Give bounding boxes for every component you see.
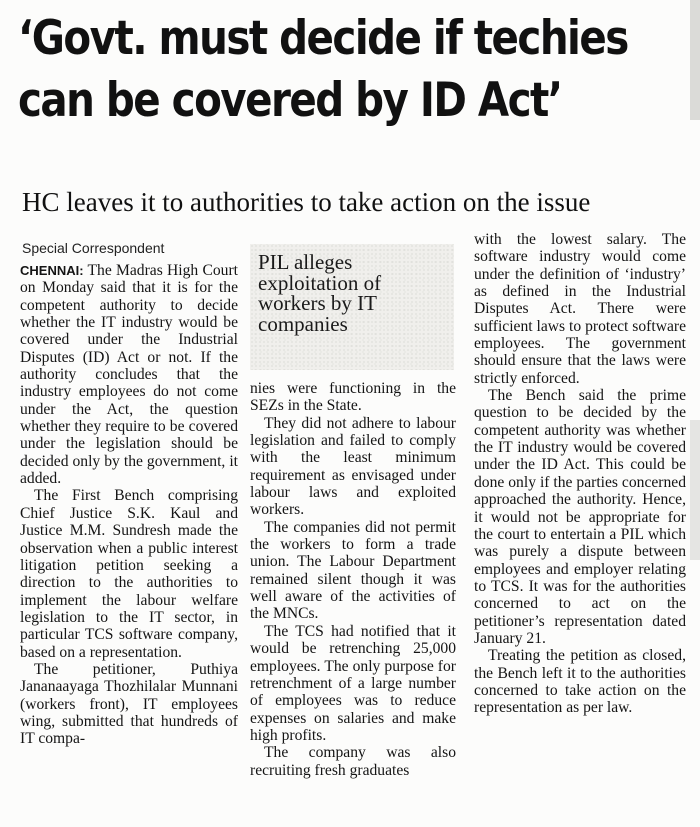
pull-quote-box [250, 244, 454, 370]
paragraph: They did not adhere to labour legislation and failed to comply with the least minimum requirement as envisaged under labour laws and exploited workers. [250, 414, 456, 519]
article-column-3 [474, 231, 686, 717]
paragraph: The petitioner, Puthiya Jananaayaga Thozhilalar Munnani (workers front), IT employees wing, submitted that hundreds of IT compa- [20, 660, 238, 748]
paragraph: The Bench said the prime question to be decided by the competent authority was whether the IT industry would be covered under the ID Act. This could be done only if the parties concerned approached the authority. Hence, it would not be appropriate for the court to entertain a PIL which was purely a dispute between employees and employer relating to TCS. It was for the authorities concerned to act on the petitioner’s representation dated January 21. [474, 387, 686, 647]
paragraph: The companies did not permit the workers to form a trade union. The Labour Department remained silent though it was well aware of the activities of the MNCs. [250, 518, 456, 623]
paragraph-text: The Madras High Court on Monday said that it is for the competent authority to decide whether the IT industry would be covered under the Industrial Disputes (ID) Act or not. If the authority concludes that the industry employees do not come under the Act, the question whether they require to be covered under the legislation should be decided only by the government, it added. [20, 262, 238, 488]
article-column-1 [20, 262, 238, 748]
paragraph: nies were functioning in the SEZs in the State. [250, 380, 456, 415]
headline-line-1: ‘Govt. must decide if techies [18, 11, 628, 66]
dateline: CHENNAI: [20, 263, 84, 278]
byline: Special Correspondent [22, 240, 165, 256]
scan-edge-shadow [690, 0, 700, 120]
headline-line-2: can be covered by ID Act’ [18, 73, 562, 128]
subheadline: HC leaves it to authorities to take action on the issue [22, 187, 591, 217]
paragraph: The First Bench comprising Chief Justice S.K. Kaul and Justice M.M. Sundresh made the observation when a public interest litigation petition seeking a direction to the authorities to implement the labour welfare legislation to the IT sector, in particular TCS software company, based on a representation. [20, 487, 238, 661]
paragraph: Treating the petition as closed, the Bench left it to the authorities concerned to take action on the representation as per law. [474, 647, 686, 717]
headline [18, 8, 628, 132]
article-column-2 [250, 380, 456, 779]
scan-edge-shadow [690, 420, 700, 560]
paragraph: The company was also recruiting fresh graduates [250, 744, 456, 779]
paragraph: with the lowest salary. The software industry would come under the definition of ‘industry’ as defined in the Industrial Disputes Act. There were sufficient laws to protect software employees. The government should ensure that the laws were strictly enforced. [474, 231, 686, 387]
pull-quote: PIL alleges exploitation of workers by IT companies [258, 250, 382, 336]
paragraph: The TCS had notified that it would be retrenching 25,000 employees. The only purpose for retrenchment of a large number of employees was to reduce expenses on salaries and make high profits. [250, 622, 456, 744]
paragraph [20, 262, 238, 487]
